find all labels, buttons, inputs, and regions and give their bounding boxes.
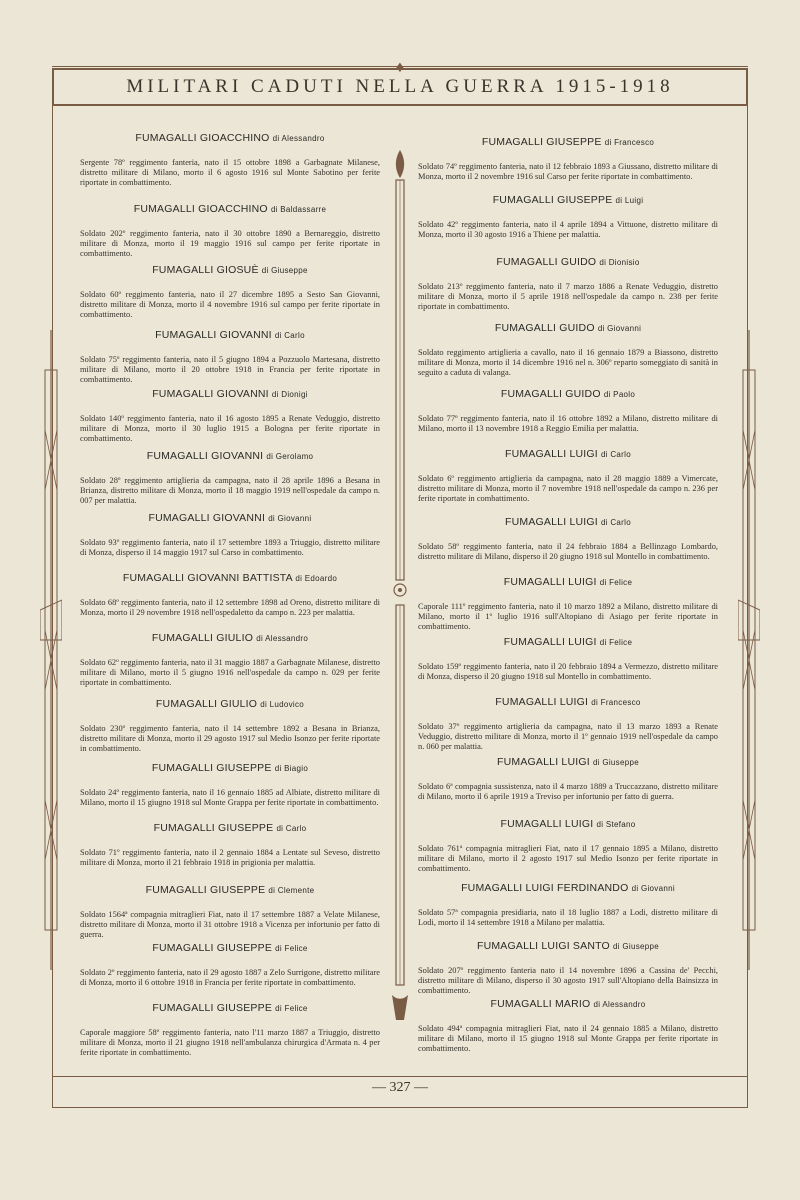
record-description: Soldato 93º reggimento fanteria, nato il 17 settembre 1893 a Triuggio, distretto militare di Monza, disperso il 14 maggio 1917 sul Carso in combattimento.: [80, 538, 380, 557]
record-entry: [80, 329, 380, 385]
record-description: Soldato 75º reggimento fanteria, nato il 5 giugno 1894 a Pozzuolo Martesana, distretto militare di Milano, morto il 20 ottobre 1918 in Francia per ferite riportate in combattimento.: [80, 355, 380, 384]
record-description: Soldato 159º reggimento fanteria, nato il 20 febbraio 1894 a Vermezzo, distretto militare di Monza, disperso il 20 giugno 1918 sul Montello in combattimento.: [418, 662, 718, 681]
record-entry: [418, 818, 718, 874]
center-torch-ornament: [392, 150, 408, 1020]
record-description: Caporale maggiore 58º reggimento fanteria, nato l'11 marzo 1887 a Triuggio, distretto militare di Monza, morto il 21 giugno 1918 nell'ambulanza chirurgica d'Armata n. 4 per ferite riportate in combattimento.: [80, 1028, 380, 1057]
record-entry: [80, 132, 380, 188]
record-name: FUMAGALLI GIUSEPPE di Carlo: [153, 822, 307, 834]
record-description: Soldato 761ª compagnia mitraglieri Fiat, nato il 17 gennaio 1895 a Milano, distretto militare di Milano, morto il 2 agosto 1917 sul Medio Isonzo per ferite riportate in combattimento.: [418, 844, 718, 873]
record-description: Soldato 28º reggimento artiglieria da campagna, nato il 28 aprile 1896 a Besana in Brianza, distretto militare di Monza, morto il 18 maggio 1919 nell'ospedale da campo n. 007 per malattia.: [80, 476, 380, 505]
record-entry: [418, 388, 718, 434]
record-entry: [418, 136, 718, 182]
record-name: FUMAGALLI LUIGI di Carlo: [505, 516, 631, 528]
record-entry: [80, 450, 380, 506]
record-entry: [80, 942, 380, 988]
right-fasces-ornament: [738, 330, 760, 970]
record-entry: [80, 264, 380, 320]
record-name: FUMAGALLI LUIGI SANTO di Giuseppe: [476, 940, 660, 952]
record-entry: [80, 698, 380, 754]
record-entry: [418, 448, 718, 504]
record-name: FUMAGALLI GIOVANNI di Carlo: [155, 329, 305, 341]
record-entry: [80, 1002, 380, 1058]
record-description: Soldato 230º reggimento fanteria, nato il 14 settembre 1892 a Besana in Brianza, distretto militare di Monza, morto il 29 agosto 1917 sul Medio Isonzo per ferite riportate in combattimento.: [80, 724, 380, 753]
record-name: FUMAGALLI GIOVANNI BATTISTA di Edoardo: [122, 572, 338, 584]
record-name: FUMAGALLI LUIGI di Felice: [503, 636, 633, 648]
record-entry: [80, 632, 380, 688]
record-name: FUMAGALLI GIOVANNI di Gerolamo: [146, 450, 314, 462]
record-entry: [418, 194, 718, 240]
record-description: Caporale 111º reggimento fanteria, nato il 10 marzo 1892 a Milano, distretto militare di Milano, morto il 1º luglio 1916 sull'Altopiano di Asiago per ferite riportate in combattimento.: [418, 602, 718, 631]
record-name: FUMAGALLI LUIGI di Stefano: [500, 818, 636, 830]
frame-bottom-line: [52, 1076, 748, 1077]
record-name: FUMAGALLI GIUSEPPE di Felice: [152, 1002, 308, 1014]
record-name: FUMAGALLI LUIGI di Carlo: [505, 448, 631, 460]
record-description: Soldato 213º reggimento fanteria, nato il 7 marzo 1886 a Renate Veduggio, distretto militare di Monza, morto il 5 aprile 1918 nell'ospedale da campo n. 238 per ferite riportate in combattimento.: [418, 282, 718, 311]
record-name: FUMAGALLI GUIDO di Dionisio: [496, 256, 640, 268]
record-description: Soldato 24º reggimento fanteria, nato il 16 gennaio 1885 ad Albiate, distretto militare di Milano, morto il 15 giugno 1918 sul Monte Grappa per ferite riportate in combattimento.: [80, 788, 380, 807]
record-name: FUMAGALLI GIUSEPPE di Luigi: [492, 194, 644, 206]
record-description: Soldato 2º reggimento fanteria, nato il 29 agosto 1887 a Zelo Surrigone, distretto militare di Monza, morto il 6 ottobre 1918 in Francia per ferite riportate in combattimento.: [80, 968, 380, 987]
record-description: Soldato reggimento artiglieria a cavallo, nato il 16 gennaio 1879 a Biassono, distretto militare di Monza, morto il 14 dicembre 1916 nel n. 306º reparto someggiato di sanità in seguito a caduta di valanga.: [418, 348, 718, 377]
record-name: FUMAGALLI LUIGI di Felice: [503, 576, 633, 588]
page-title: MILITARI CADUTI NELLA GUERRA 1915-1918: [52, 68, 748, 106]
record-entry: [418, 576, 718, 632]
record-entry: [80, 388, 380, 444]
record-entry: [80, 512, 380, 558]
record-description: Soldato 60º reggimento fanteria, nato il 27 dicembre 1895 a Sesto San Giovanni, distretto militare di Monza, morto il 4 novembre 1916 sul campo per ferite riportate in combattimento.: [80, 290, 380, 319]
record-description: Soldato 207º reggimento fanteria nato il 14 novembre 1896 a Cassina de' Pecchi, distretto militare di Milano, disperso il 30 agosto 1917 sull'Altopiano della Bainsizza in combattimento.: [418, 966, 718, 995]
record-name: FUMAGALLI GIUSEPPE di Biagio: [151, 762, 309, 774]
page-number: — 327 —: [372, 1080, 428, 1095]
record-description: Soldato 6ª compagnia sussistenza, nato il 4 marzo 1889 a Truccazzano, distretto militare di Milano, morto il 6 aprile 1919 a Treviso per infortunio per fatto di guerra.: [418, 782, 718, 801]
record-description: Soldato 37º reggimento artiglieria da campagna, nato il 13 marzo 1893 a Renate Veduggio, distretto militare di Monza, morto il 1º gennaio 1919 nell'ospedale da campo n. 060 per malattia.: [418, 722, 718, 751]
record-entry: [418, 998, 718, 1054]
record-description: Soldato 57ª compagnia presidiaria, nato il 18 luglio 1887 a Lodi, distretto militare di Lodi, morto il 14 settembre 1918 a Milano per malattia.: [418, 908, 718, 927]
record-name: FUMAGALLI GUIDO di Paolo: [500, 388, 636, 400]
record-entry: [418, 322, 718, 378]
record-description: Soldato 74º reggimento fanteria, nato il 12 febbraio 1893 a Giussano, distretto militare di Monza, morto il 2 novembre 1916 sul Carso per ferite riportate in combattimento.: [418, 162, 718, 181]
record-name: FUMAGALLI GIOACCHINO di Baldassarre: [133, 203, 327, 215]
record-description: Soldato 1564ª compagnia mitraglieri Fiat, nato il 17 settembre 1887 a Velate Milanese, distretto militare di Monza, morto il 31 ottobre 1918 a Vicenza per infortunio per fatto di guerra.: [80, 910, 380, 939]
record-name: FUMAGALLI GIULIO di Ludovico: [155, 698, 305, 710]
left-fasces-ornament: [40, 330, 62, 970]
record-entry: [80, 572, 380, 618]
record-entry: [418, 940, 718, 996]
record-name: FUMAGALLI LUIGI di Francesco: [495, 696, 641, 708]
record-name: FUMAGALLI GIUSEPPE di Francesco: [481, 136, 655, 148]
record-description: Soldato 140º reggimento fanteria, nato il 16 agosto 1895 a Renate Veduggio, distretto militare di Monza, morto il 30 luglio 1915 a Bologna per ferite riportate in combattimento.: [80, 414, 380, 443]
record-entry: [80, 884, 380, 940]
record-name: FUMAGALLI GIOACCHINO di Alessandro: [135, 132, 325, 144]
record-description: Soldato 71º reggimento fanteria, nato il 2 gennaio 1884 a Lentate sul Seveso, distretto militare di Monza, morto il 21 febbraio 1918 in prigionia per malattia.: [80, 848, 380, 867]
record-description: Soldato 77º reggimento fanteria, nato il 16 ottobre 1892 a Milano, distretto militare di Milano, morto il 13 novembre 1918 a Reggio Emilia per malattia.: [418, 414, 718, 433]
record-description: Sergente 78º reggimento fanteria, nato il 15 ottobre 1898 a Garbagnate Milanese, distretto militare di Milano, morto il 6 agosto 1916 sul Monte Sabotino per ferite riportate in combattimento.: [80, 158, 380, 187]
record-name: FUMAGALLI LUIGI FERDINANDO di Giovanni: [461, 882, 675, 894]
record-description: Soldato 42º reggimento fanteria, nato il 4 aprile 1894 a Vittuone, distretto militare di Monza, morto il 30 agosto 1916 a Thiene per malattia.: [418, 220, 718, 239]
record-name: FUMAGALLI LUIGI di Giuseppe: [497, 756, 639, 768]
record-description: Soldato 202º reggimento fanteria, nato il 30 ottobre 1890 a Bernareggio, distretto militare di Monza, morto il 19 maggio 1916 sul campo per ferite riportate in combattimento.: [80, 229, 380, 258]
record-description: Soldato 6º reggimento artiglieria da campagna, nato il 28 maggio 1889 a Vimercate, distretto militare di Monza, morto il 7 novembre 1918 nell'ospedale da campo n. 236 per ferite riportate in combattimento.: [418, 474, 718, 503]
record-description: Soldato 68º reggimento fanteria, nato il 12 settembre 1898 ad Oreno, distretto militare di Monza, morto il 29 novembre 1918 nell'ospedaletto da campo n. 223 per malattia.: [80, 598, 380, 617]
record-entry: [80, 762, 380, 808]
record-description: Soldato 58º reggimento fanteria, nato il 24 febbraio 1884 a Bellinzago Lombardo, distretto militare di Milano, disperso il 20 giugno 1918 sul Montello in combattimento.: [418, 542, 718, 561]
record-name: FUMAGALLI GIUSEPPE di Clemente: [145, 884, 315, 896]
record-description: Soldato 62º reggimento fanteria, nato il 31 maggio 1887 a Garbagnate Milanese, distretto militare di Milano, morto il 5 giugno 1916 nell'ospedale da campo n. 029 per ferite riportate in combattimento.: [80, 658, 380, 687]
record-name: FUMAGALLI GIUSEPPE di Felice: [152, 942, 308, 954]
record-entry: [80, 822, 380, 868]
frame-base-line: [52, 1107, 748, 1108]
record-name: FUMAGALLI GIOVANNI di Dionigi: [152, 388, 308, 400]
record-name: FUMAGALLI GIOSUÈ di Giuseppe: [152, 264, 308, 276]
record-name: FUMAGALLI MARIO di Alessandro: [490, 998, 646, 1010]
record-entry: [418, 696, 718, 752]
record-description: Soldato 494ª compagnia mitraglieri Fiat, nato il 24 gennaio 1885 a Milano, distretto militare di Milano, morto il 15 giugno 1918 sul Monte Grappa per ferite riportate in combattimento.: [418, 1024, 718, 1053]
record-entry: [418, 256, 718, 312]
record-entry: [418, 636, 718, 682]
title-ornament-icon: ♦: [395, 59, 405, 76]
record-entry: [418, 756, 718, 802]
record-name: FUMAGALLI GUIDO di Giovanni: [494, 322, 642, 334]
record-entry: [80, 203, 380, 259]
record-entry: [418, 882, 718, 928]
record-entry: [418, 516, 718, 562]
record-name: FUMAGALLI GIULIO di Alessandro: [151, 632, 309, 644]
record-name: FUMAGALLI GIOVANNI di Giovanni: [148, 512, 312, 524]
